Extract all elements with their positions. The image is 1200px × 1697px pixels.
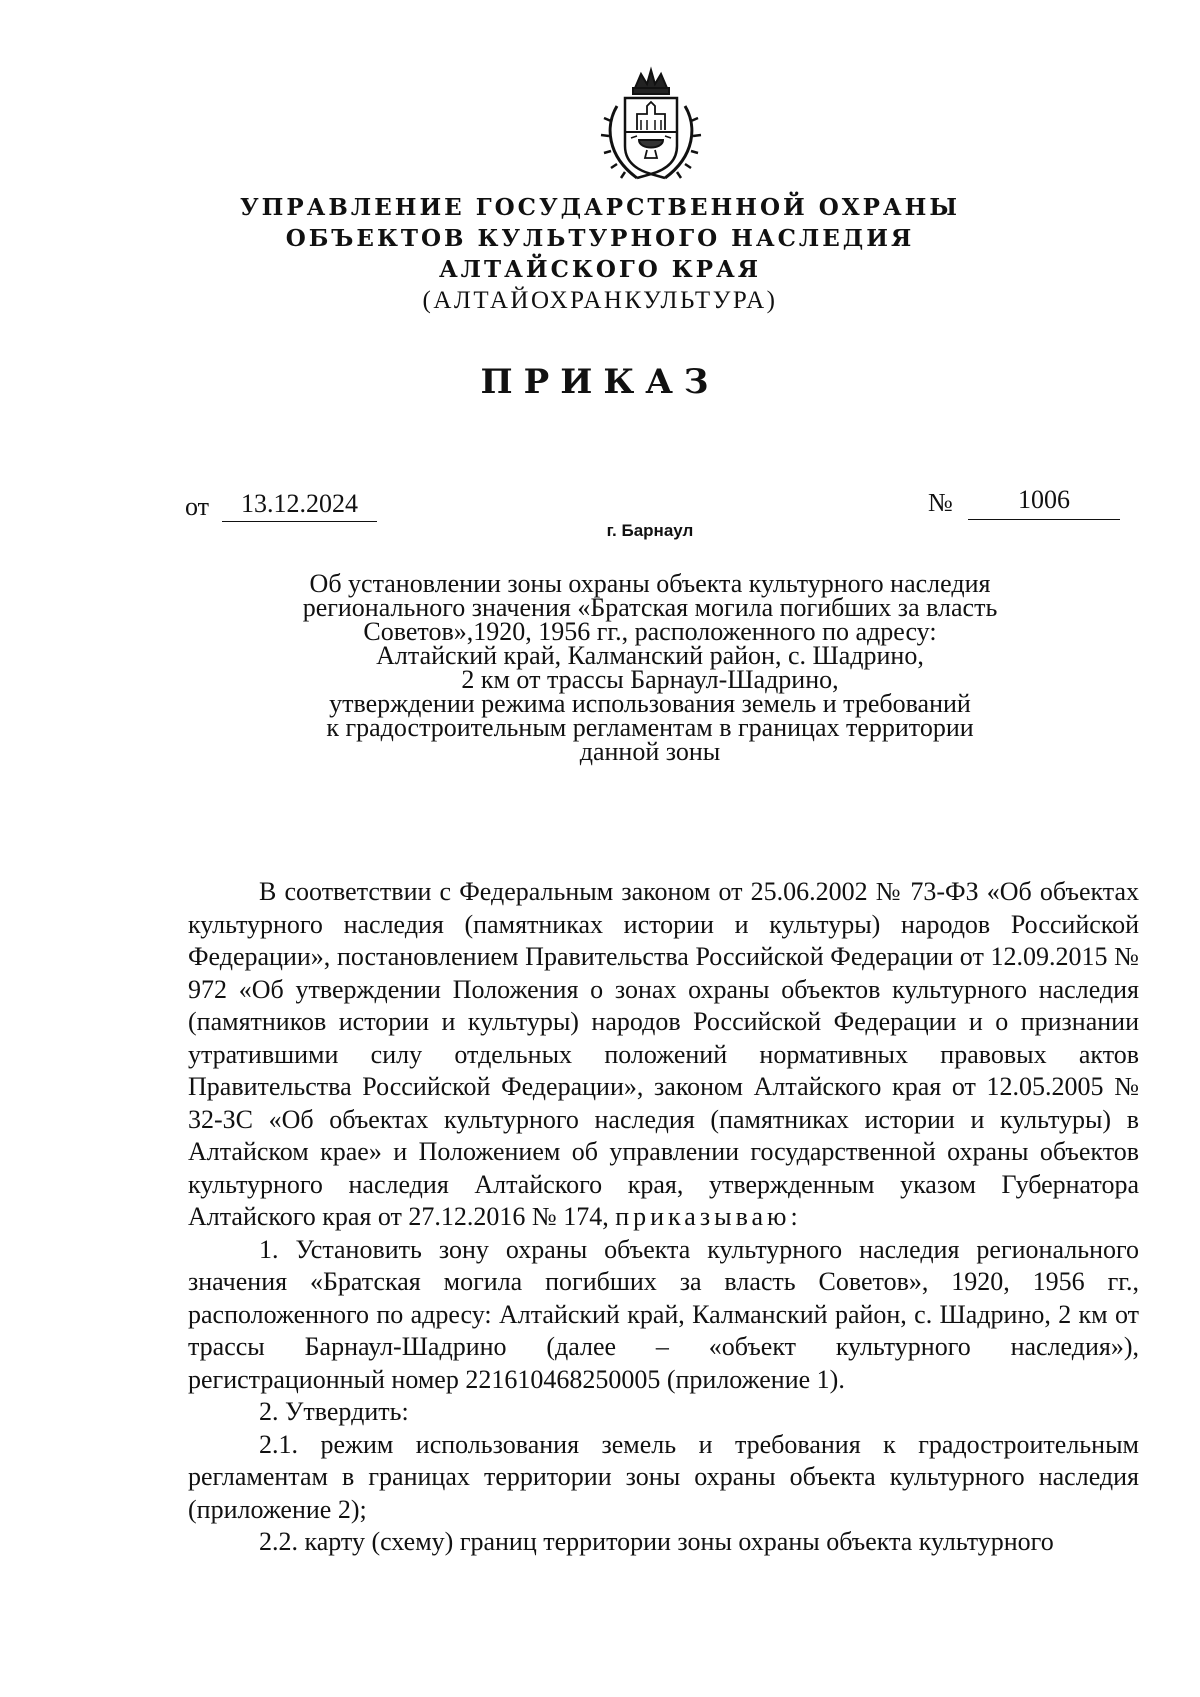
item-1-paragraph: 1. Установить зону охраны объекта культурного наследия регионального значения «Братская могила погибших за власть Советов», 1920, 1956 гг., расположенного по адресу: Алтайский край, Калманский район, с. Шадрино, 2 км от трассы Барнаул-Шадрино (далее – «объект культурного наследия»), регистрационный номер 221610468250005 (приложение 1). (188, 1234, 1139, 1394)
order-title (0, 569, 1200, 766)
order-number: 1006 (968, 485, 1120, 520)
order-date: 13.12.2024 (222, 489, 377, 522)
item-2-paragraph: 2. Утвердить: (259, 1397, 409, 1426)
title-line: Об установлении зоны охраны объекта культурного наследия (309, 569, 991, 598)
title-line: утверждении режима использования земель и требований (329, 689, 971, 718)
title-line: 2 км от трассы Барнаул-Шадрино, (461, 665, 839, 694)
title-line: регионального значения «Братская могила погибших за власть (302, 593, 998, 622)
altai-krai-coat-of-arms-icon (597, 66, 705, 186)
org-name-line-2: ОБЪЕКТОВ КУЛЬТУРНОГО НАСЛЕДИЯ (285, 225, 915, 252)
order-body (188, 876, 1139, 1559)
org-short-name: (АЛТАЙОХРАНКУЛЬТУРА) (422, 287, 778, 314)
order-keyword: приказываю: (615, 1202, 802, 1231)
number-label: № (928, 488, 953, 517)
preamble-text: В соответствии с Федеральным законом от 25.06.2002 № 73-ФЗ «Об объектах культурного наследия (памятниках истории и культуры) народов Российской Федерации», постановлением Правительства Российской Федерации от 12.09.2015 № 972 «Об утверждении Положения о зонах охраны объектов культурного наследия (памятников истории и культуры) народов Российской Федерации и о признании утратившими силу отдельных положений нормативных правовых актов Правительства Российской Федерации», законом Алтайского края от 12.05.2005 № 32-ЗС «Об объектах культурного наследия (памятниках истории и культуры) в Алтайском крае» и Положением об управлении государственной охраны объектов культурного наследия Алтайского края, утвержденным указом Губернатора Алтайского края от 27.12.2016 № 174, (188, 877, 1139, 1231)
org-name-line-3: АЛТАЙСКОГО КРАЯ (438, 256, 762, 283)
date-label: от (185, 492, 210, 521)
title-line: данной зоны (579, 737, 721, 766)
preamble-paragraph (188, 876, 1139, 1234)
title-line: Советов»,1920, 1956 гг., расположенного по адресу: (363, 617, 937, 646)
organization-header (0, 192, 1200, 316)
city-name: г. Барнаул (606, 521, 694, 540)
item-2-2-paragraph: 2.2. карту (схему) границ территории зоны охраны объекта культурного (259, 1527, 1054, 1556)
org-name-line-1: УПРАВЛЕНИЕ ГОСУДАРСТВЕННОЙ ОХРАНЫ (240, 194, 960, 221)
item-2-1-paragraph: 2.1. режим использования земель и требования к градостроительным регламентам в границах территории зоны охраны объекта культурного наследия (приложение 2); (188, 1429, 1139, 1524)
document-type-title: ПРИКАЗ (480, 362, 720, 402)
title-line: к градостроительным регламентам в границах территории (326, 713, 974, 742)
title-line: Алтайский край, Калманский район, с. Шадрино, (376, 641, 924, 670)
